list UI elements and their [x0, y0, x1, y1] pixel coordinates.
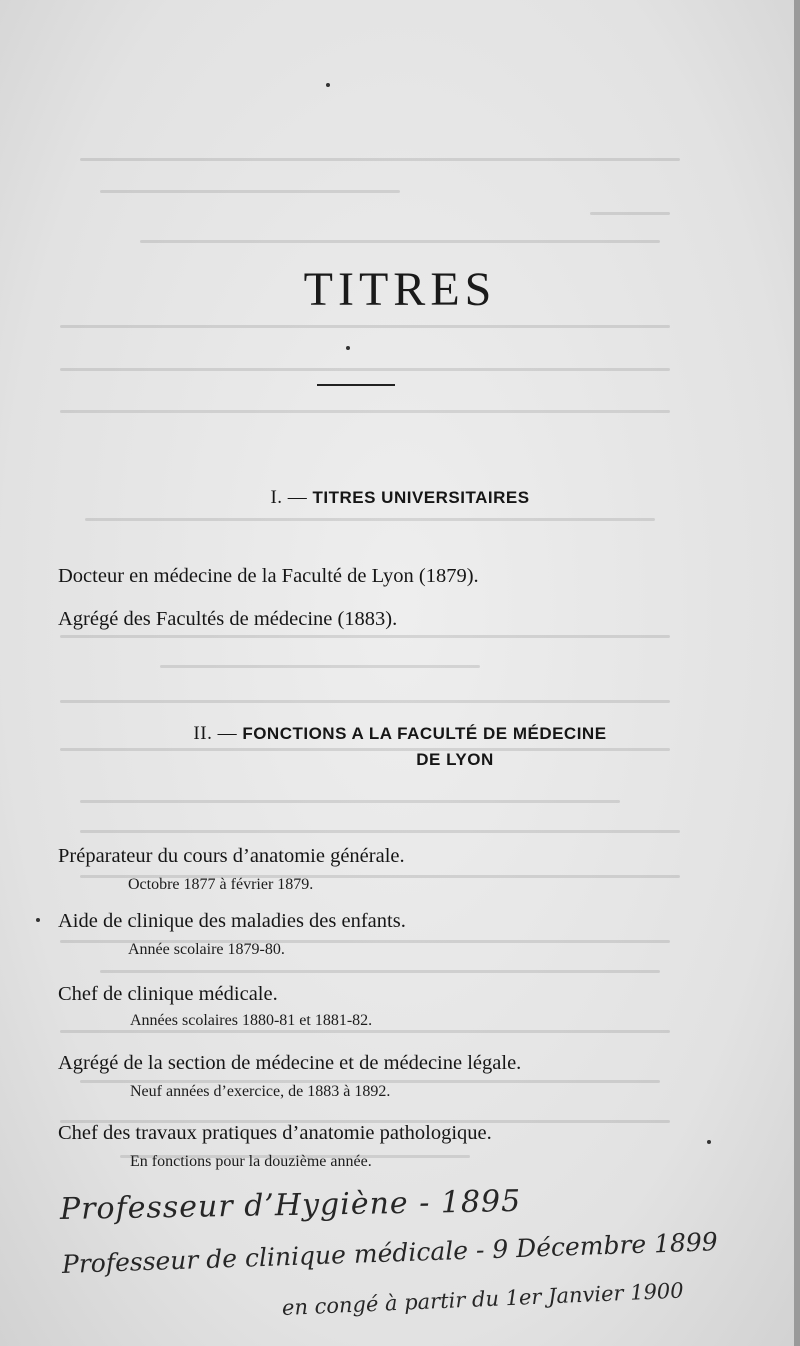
entry-detail: En fonctions pour la douzième année.	[130, 1153, 372, 1170]
entry-text: Chef de clinique médicale.	[58, 983, 278, 1005]
entry-text: Docteur en médecine de la Faculté de Lyon (1879).	[58, 565, 479, 587]
section-heading-text: TITRES UNIVERSITAIRES	[312, 488, 530, 507]
entry-detail: Année scolaire 1879-80.	[128, 941, 285, 958]
section-heading-2	[0, 723, 800, 745]
page-edge-shadow	[794, 0, 800, 1346]
entry-detail: Années scolaires 1880-81 et 1881-82.	[130, 1012, 373, 1029]
section-heading-1	[0, 487, 800, 509]
entry-detail: Octobre 1877 à février 1879.	[128, 876, 314, 893]
entry-detail: Neuf années d’exercice, de 1883 à 1892.	[130, 1083, 391, 1100]
page-title: TITRES	[303, 263, 497, 316]
entry-text: Agrégé des Facultés de médecine (1883).	[58, 608, 398, 630]
ink-speck	[707, 1140, 711, 1144]
entry-text: Chef des travaux pratiques d’anatomie pathologique.	[58, 1122, 492, 1144]
handwritten-note: Professeur de clinique médicale - 9 Décembre 1899	[61, 1227, 719, 1279]
handwritten-note: en congé à partir du 1er Janvier 1900	[281, 1278, 685, 1320]
ink-speck	[326, 83, 330, 87]
ink-speck	[346, 346, 350, 350]
ink-speck	[36, 918, 40, 922]
title-divider	[317, 384, 395, 386]
section-heading-2-line2: DE LYON	[416, 750, 494, 769]
section-number: I. —	[270, 487, 308, 508]
section-number: II. —	[193, 723, 238, 744]
entry-text: Préparateur du cours d’anatomie générale.	[58, 845, 405, 867]
section-heading-text: FONCTIONS A LA FACULTÉ DE MÉDECINE	[242, 724, 607, 743]
entry-text: Aide de clinique des maladies des enfants.	[58, 910, 406, 932]
handwritten-note: Professeur d’Hygiène - 1895	[59, 1183, 522, 1227]
entry-text: Agrégé de la section de médecine et de médecine légale.	[58, 1052, 522, 1074]
